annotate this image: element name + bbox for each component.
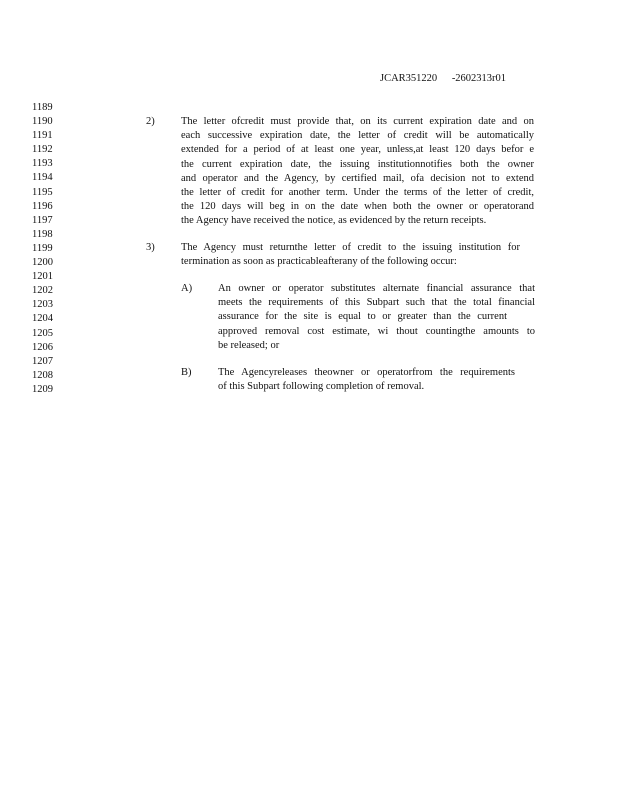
document-code: JCAR351220 <box>380 73 438 84</box>
line-number: 1203 <box>32 299 53 311</box>
text-line: the Agency have received the notice, as evidenced by the return receipts. <box>181 215 487 227</box>
text-line: The Agencyreleases theowner or operatorfrom the requirements <box>218 367 515 378</box>
line-number: 1191 <box>32 130 53 142</box>
line-number: 1193 <box>32 158 53 170</box>
line-number: 1198 <box>32 228 53 240</box>
line-number: 1207 <box>32 355 53 367</box>
line-number: 1204 <box>32 313 53 325</box>
line-number: 1208 <box>32 369 53 381</box>
text-line: The letter ofcredit must provide that, on its current expiration date and on <box>181 116 534 127</box>
text-line: each successive expiration date, the letter of credit will be automatically <box>181 130 534 142</box>
text-line: The Agency must returnthe letter of credit to the issuing institution for <box>181 242 520 253</box>
text-line: be released; or <box>218 339 280 351</box>
line-number: 1200 <box>32 257 53 269</box>
line-number: 1205 <box>32 327 53 339</box>
paragraph-text <box>218 366 515 394</box>
document-header <box>380 73 506 84</box>
text-line: the letter of credit for another term. Under the terms of the letter of credit, <box>181 186 534 198</box>
text-line: and operator and the Agency, by certified mail, ofa decision not to extend <box>181 172 534 184</box>
line-number-column <box>32 101 53 397</box>
line-number: 1201 <box>32 271 53 283</box>
line-number: 1206 <box>32 341 53 353</box>
item-marker: 3) <box>146 242 155 253</box>
line-number: 1195 <box>32 186 53 198</box>
line-number: 1192 <box>32 144 53 156</box>
text-line: assurance for the site is equal to or greater than the current <box>218 311 507 323</box>
text-line: of this Subpart following completion of removal. <box>218 381 425 393</box>
document-revision: -2602313r01 <box>451 73 507 84</box>
line-number: 1196 <box>32 200 53 212</box>
paragraph-text <box>181 241 520 269</box>
line-number: 1194 <box>32 172 53 184</box>
paragraph-text <box>181 115 534 229</box>
item-marker: A) <box>181 283 193 294</box>
text-line: extended for a period of at least one year, unless,at least 120 days befor e <box>181 144 534 156</box>
line-number: 1209 <box>32 383 53 395</box>
line-number: 1189 <box>32 102 53 113</box>
item-marker: B) <box>181 367 192 378</box>
text-line: the current expiration date, the issuing institutionnotifies both the owner <box>181 158 534 170</box>
text-line: the 120 days will beg in on the date when both the owner or operatorand <box>181 201 534 213</box>
line-number: 1199 <box>32 242 53 254</box>
text-line: An owner or operator substitutes alternate financial assurance that <box>218 283 535 294</box>
text-line: termination as soon as practicableafterany of the following occur: <box>181 256 457 268</box>
paragraph-text <box>218 282 535 353</box>
line-number: 1202 <box>32 285 53 297</box>
item-marker: 2) <box>146 116 155 127</box>
line-number: 1197 <box>32 214 53 226</box>
text-line: meets the requirements of this Subpart such that the total financial <box>218 297 535 309</box>
text-line: approved removal cost estimate, wi thout countingthe amounts to <box>218 325 535 337</box>
line-number: 1190 <box>32 116 53 128</box>
